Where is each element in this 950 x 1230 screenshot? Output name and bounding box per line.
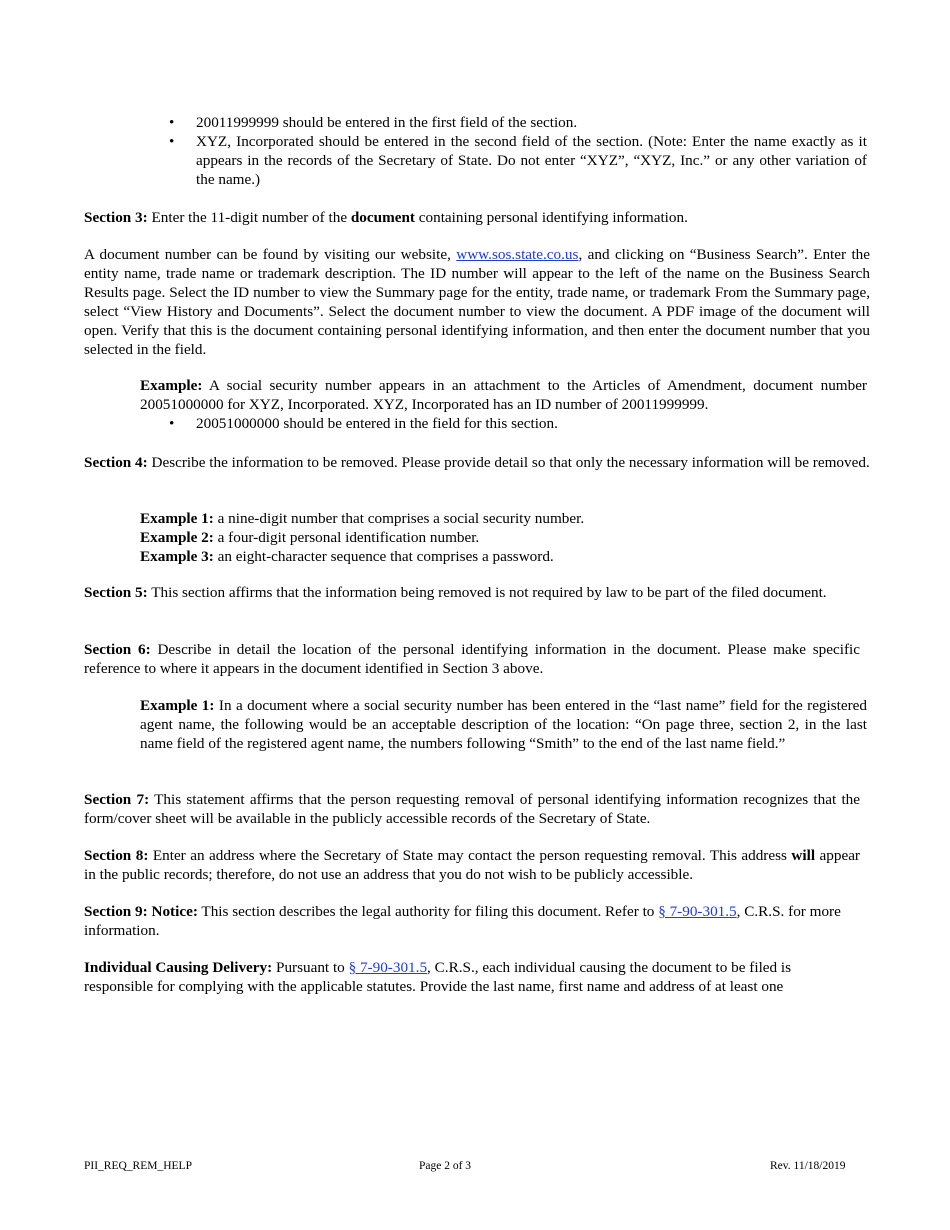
- section-3-example-text: [140, 376, 867, 414]
- delivery-text-end: , C.R.S., each individual causing the document to be filed is responsible for complying with the applicable statutes. Provide the last name, first name and address of at least one: [84, 959, 792, 995]
- example-line: [140, 509, 867, 528]
- statute-link[interactable]: § 7-90-301.5: [348, 959, 428, 976]
- example-line: [140, 528, 867, 547]
- section-3-label: Section 3:: [84, 209, 148, 226]
- section-5-label: Section 5:: [84, 584, 148, 601]
- section-4-examples: [140, 509, 867, 566]
- example-text: a nine-digit number that comprises a social security number.: [213, 510, 585, 527]
- list-item: [166, 113, 867, 132]
- delivery-text: Pursuant to: [272, 959, 349, 976]
- example-text: an eight-character sequence that comprises a password.: [213, 548, 554, 565]
- doc-number-text-end: , and clicking on “Business Search”. Enter the entity name, trade name or trademark description. The ID number will appear to the left of the name on the Business Search Results page. Select the ID number to view the Summary page for the entity, trade name, or trademark From the Summary page, select “View History and Documents”. Select the document number to view the document. A PDF image of the document will open. Verify that this is the document containing personal identifying information, and then enter the document number that you selected in the field.: [84, 246, 870, 358]
- footer-revision: Rev. 11/18/2019: [770, 1160, 846, 1172]
- footer-page-number: Page 2 of 3: [419, 1160, 472, 1172]
- section-6-example: [140, 696, 867, 753]
- section-8-label: Section 8:: [84, 847, 149, 864]
- section-2-bullets: [166, 113, 867, 189]
- section-4-paragraph: [84, 453, 870, 472]
- example-label: Example 2:: [140, 529, 214, 546]
- section-3-bold: document: [350, 209, 415, 226]
- section-6-label: Section 6:: [84, 641, 151, 658]
- section-5-paragraph: [84, 583, 860, 602]
- section-8-text-end: appear in the public records; therefore, do not use an address that you do not wish to be publicly accessible.: [84, 847, 860, 883]
- section-4-text: Describe the information to be removed. Please provide detail so that only the necessary information will be removed.: [147, 454, 870, 471]
- list-item: [166, 132, 867, 189]
- section-3-paragraph: [84, 208, 870, 227]
- list-item-text: 20011999999 should be entered in the first field of the section.: [196, 114, 578, 131]
- example-label: Example 1:: [140, 510, 214, 527]
- example-label: Example 1:: [140, 697, 215, 714]
- document-number-paragraph: [84, 245, 870, 359]
- section-5-text: This section affirms that the information being removed is not required by law to be part of the filed document.: [147, 584, 827, 601]
- section-6-paragraph: [84, 640, 860, 678]
- section-9-text-end: , C.R.S. for more information.: [84, 903, 841, 939]
- list-item-text: XYZ, Incorporated should be entered in the second field of the section. (Note: Enter the name exactly as it appears in the records of the Secretary of State. Do not enter “XYZ”, “XYZ, Inc.” or any other variation of the name.): [196, 133, 867, 188]
- section-3-example: [140, 376, 867, 433]
- bullet-icon: •: [169, 415, 175, 432]
- section-9-text: This section describes the legal authority for filing this document. Refer to: [197, 903, 659, 920]
- sos-website-link[interactable]: www.sos.state.co.us: [456, 246, 579, 263]
- section-3-text-end: containing personal identifying information.: [414, 209, 688, 226]
- section-4-label: Section 4:: [84, 454, 148, 471]
- delivery-label: Individual Causing Delivery:: [84, 959, 273, 976]
- section-8-bold: will: [791, 847, 816, 864]
- section-3-text: Enter the 11-digit number of the: [147, 209, 351, 226]
- section-6-text: Describe in detail the location of the personal identifying information in the document. Please make specific reference to where it appears in the document identified in Section 3 above.: [84, 641, 860, 677]
- section-7-text: This statement affirms that the person requesting removal of personal identifying information recognizes that the form/cover sheet will be available in the publicly accessible records of the Secretary of State.: [84, 791, 860, 827]
- example-line: [140, 547, 867, 566]
- footer-form-id: PII_REQ_REM_HELP: [84, 1160, 192, 1172]
- bullet-icon: •: [169, 133, 175, 150]
- section-8-paragraph: [84, 846, 860, 884]
- example-text: a four-digit personal identification number.: [213, 529, 480, 546]
- example-label: Example:: [140, 377, 203, 394]
- bullet-icon: •: [169, 114, 175, 131]
- statute-link[interactable]: § 7-90-301.5: [658, 903, 737, 920]
- list-item: [166, 414, 867, 433]
- section-9-notice: Notice:: [151, 903, 198, 920]
- example-text: A social security number appears in an attachment to the Articles of Amendment, document number 20051000000 for XYZ, Incorporated. XYZ, Incorporated has an ID number of 20011999999.: [140, 377, 867, 413]
- section-9-paragraph: [84, 902, 860, 940]
- example-text: In a document where a social security number has been entered in the “last name” field for the registered agent name, the following would be an acceptable description of the location: “On page three, section 2, in the last name field of the registered agent name, the numbers following “Smith” to the end of the last name field.”: [140, 697, 868, 752]
- section-7-label: Section 7:: [84, 791, 150, 808]
- section-8-text: Enter an address where the Secretary of State may contact the person requesting removal. This address: [148, 847, 792, 864]
- section-3-example-bullets: [166, 414, 867, 433]
- section-9-label: Section 9:: [84, 903, 148, 920]
- section-7-paragraph: [84, 790, 860, 828]
- doc-number-text: A document number can be found by visiting our website,: [84, 246, 457, 263]
- delivery-paragraph: [84, 958, 864, 996]
- list-item-text: 20051000000 should be entered in the field for this section.: [196, 415, 558, 432]
- example-label: Example 3:: [140, 548, 214, 565]
